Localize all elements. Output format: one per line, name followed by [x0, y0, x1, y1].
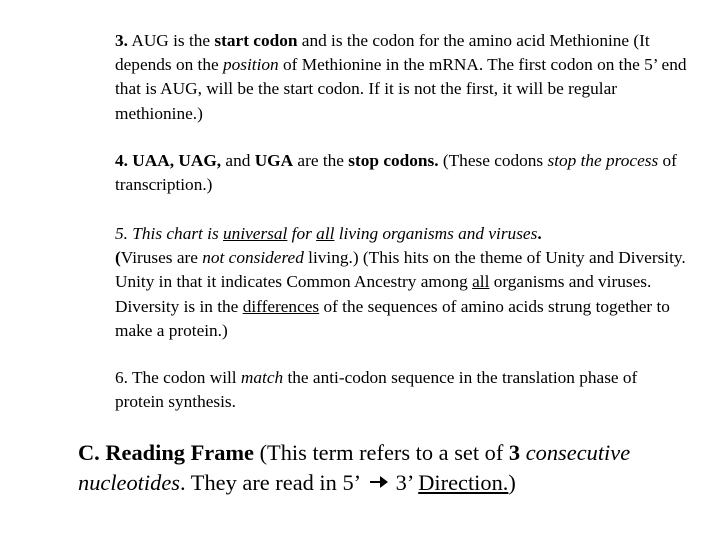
text: and is the codon for the amino acid Methionine (It depends on the	[115, 31, 650, 75]
paragraph-universal-chart	[115, 222, 690, 343]
text: (	[115, 248, 121, 268]
text: 3’	[390, 469, 419, 495]
direction-term: Direction.	[418, 469, 509, 495]
not-considered-term: not considered	[202, 248, 304, 268]
all-term-2: all	[472, 272, 490, 292]
text: for	[287, 224, 317, 243]
text: (This term refers to a set of	[254, 440, 509, 465]
start-codon-term: start codon	[214, 31, 298, 50]
text: of the sequences of amino acids strung together to make a protein.)	[115, 296, 670, 340]
match-term: match	[240, 368, 284, 387]
right-arrow-icon	[369, 475, 389, 489]
stop-process-term: stop the process	[547, 151, 659, 170]
section-reading-frame	[78, 438, 708, 497]
stop-codons-term: stop codons.	[348, 151, 439, 170]
stop-codon-list: 4. UAA, UAG,	[115, 151, 222, 170]
text: .	[537, 224, 542, 243]
item-number: 3.	[115, 31, 128, 50]
text: 5. This chart is	[115, 224, 224, 243]
text: the anti-codon sequence in the translation phase of protein synthesis.	[115, 368, 638, 412]
text: of transcription.)	[115, 151, 677, 195]
position-term: position	[222, 55, 279, 75]
three-count: 3	[508, 440, 521, 465]
text: organisms and viruses. Diversity is in the	[115, 272, 652, 316]
consecutive-nucleotides-term: consecutive nucleotides	[78, 440, 631, 495]
paragraph-stop-codons	[115, 149, 690, 197]
paragraph-anticodon	[115, 366, 690, 414]
text: is the	[168, 31, 215, 50]
section-heading: C. Reading Frame	[78, 440, 254, 465]
text: living.) (This hits on the theme of Unity and Diversity. Unity in that it indicates Common Ancestry among	[115, 248, 686, 292]
text: 6. The codon will	[115, 368, 241, 387]
differences-term: differences	[242, 296, 320, 316]
uga-codon: UGA	[254, 151, 294, 170]
text: are the	[293, 151, 349, 170]
text: . They are read in 5’	[179, 469, 366, 495]
text: of Methionine in the mRNA. The first codon on the 5’ end that is AUG, will be the start codon. If it is not the first, it will be regular methionine.)	[115, 55, 687, 123]
text: (These codons	[438, 151, 548, 170]
all-term: all	[316, 224, 335, 243]
text: living organisms and viruses	[334, 224, 538, 243]
universal-term: universal	[223, 224, 288, 243]
text: Viruses are	[120, 248, 203, 268]
aug-codon: AUG	[131, 31, 169, 50]
text: and	[221, 151, 255, 170]
text: )	[508, 469, 516, 495]
paragraph-start-codon	[115, 29, 690, 126]
